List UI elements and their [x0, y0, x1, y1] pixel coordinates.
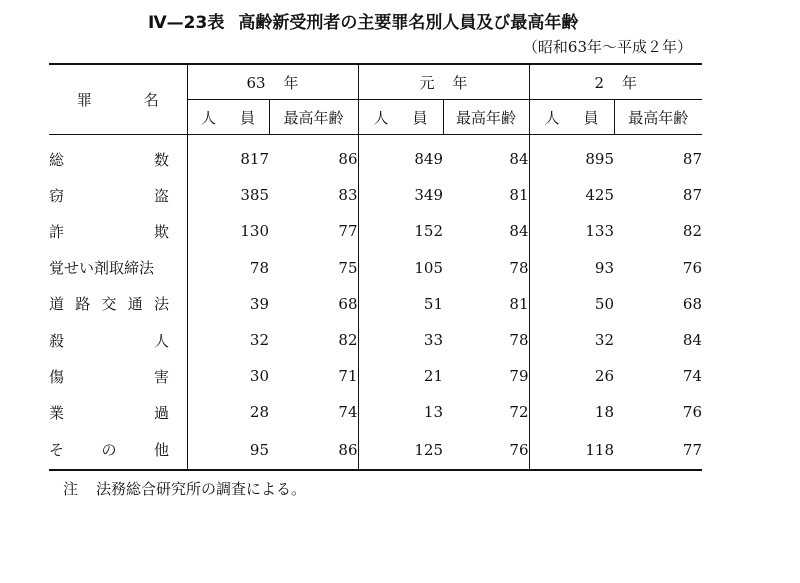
persons-value: 93 [529, 250, 614, 286]
crime-name-char: 道 [49, 295, 65, 314]
table-row [49, 177, 702, 213]
max-age-value: 84 [509, 222, 529, 241]
table-body [49, 135, 702, 470]
table-number: Ⅳ—23表 [148, 13, 225, 33]
persons-value: 95 [187, 431, 269, 470]
crime-name-char: 数 [153, 150, 169, 169]
year-header-2: 2 年 [529, 64, 702, 100]
persons-value: 817 [187, 135, 269, 178]
crime-name-char: そ [49, 441, 65, 459]
max-age-value: 81 [509, 294, 529, 313]
max-age-value: 74 [338, 403, 358, 422]
crime-name-char: 法 [153, 295, 169, 314]
note-label: 注 [63, 480, 79, 498]
max-age-value: 76 [682, 403, 702, 422]
max-age-value: 87 [682, 186, 702, 205]
max-age-value: 81 [509, 186, 529, 205]
max-age-value: 86 [269, 431, 358, 470]
crime-name-char: 窃 [49, 186, 65, 205]
persons-value: 152 [358, 213, 443, 249]
crime-name-cell [49, 358, 187, 394]
max-age-value: 82 [338, 331, 358, 350]
crime-name-char: 交 [101, 295, 117, 314]
table-title [148, 8, 578, 33]
crime-name-cell [49, 135, 187, 178]
table-row [49, 213, 702, 249]
max-age-header: 最高年齢 [269, 100, 358, 135]
crime-name-char: 欺 [153, 222, 169, 241]
persons-value: 26 [529, 358, 614, 394]
crime-name-char: 過 [153, 403, 169, 422]
period-subtitle: （昭和63年〜平成２年） [522, 38, 692, 56]
crime-name-char: の [101, 441, 117, 459]
crime-name-char: 殺 [49, 331, 65, 350]
crime-name-char: 路 [75, 295, 91, 314]
persons-header: 人 員 [358, 100, 443, 135]
persons-value: 385 [187, 177, 269, 213]
max-age-value: 77 [614, 431, 702, 470]
crime-name-cell [49, 286, 187, 322]
max-age-value: 84 [509, 150, 529, 169]
persons-value: 32 [529, 322, 614, 358]
persons-header: 人 員 [529, 100, 614, 135]
max-age-value: 78 [509, 331, 529, 350]
crime-name-char: 業 [49, 403, 65, 422]
crime-name-cell [49, 322, 187, 358]
persons-value: 118 [529, 431, 614, 470]
max-age-value: 68 [682, 294, 702, 313]
max-age-value: 68 [338, 294, 358, 313]
max-age-value: 76 [682, 258, 702, 277]
crime-name-cell [49, 213, 187, 249]
max-age-header: 最高年齢 [614, 100, 702, 135]
max-age-value: 78 [509, 258, 529, 277]
year-header-gannen: 元 年 [358, 64, 529, 100]
persons-value: 133 [529, 213, 614, 249]
table-row [49, 286, 702, 322]
table-row [49, 358, 702, 394]
table-title-text: 高齢新受刑者の主要罪名別人員及び最高年齢 [238, 13, 579, 33]
persons-value: 78 [187, 250, 269, 286]
persons-value: 349 [358, 177, 443, 213]
persons-value: 51 [358, 286, 443, 322]
persons-value: 28 [187, 394, 269, 430]
statistics-table [49, 63, 702, 471]
crime-name-char: 詐 [49, 222, 65, 241]
max-age-value: 87 [682, 150, 702, 169]
crime-name-cell [49, 431, 187, 470]
max-age-value: 77 [338, 222, 358, 241]
persons-value: 849 [358, 135, 443, 178]
max-age-header: 最高年齢 [443, 100, 529, 135]
persons-value: 32 [187, 322, 269, 358]
max-age-value: 76 [443, 431, 529, 470]
crime-name-cell [49, 250, 187, 286]
crime-name-char: 覚せい剤取締法 [49, 259, 155, 278]
table-row [49, 135, 702, 178]
crime-name-char: 通 [127, 295, 143, 314]
crime-name-char: 他 [153, 441, 169, 459]
max-age-value: 74 [682, 367, 702, 386]
max-age-value: 86 [338, 150, 358, 169]
persons-value: 13 [358, 394, 443, 430]
max-age-value: 75 [338, 258, 358, 277]
table-row [49, 431, 702, 470]
year-header-63: 63 年 [187, 64, 358, 100]
persons-header: 人 員 [187, 100, 269, 135]
persons-value: 50 [529, 286, 614, 322]
persons-value: 39 [187, 286, 269, 322]
crime-column-header: 罪 名 [49, 64, 187, 135]
table-row [49, 394, 702, 430]
persons-value: 30 [187, 358, 269, 394]
persons-value: 21 [358, 358, 443, 394]
table-row [49, 250, 702, 286]
table-row [49, 322, 702, 358]
persons-value: 105 [358, 250, 443, 286]
max-age-value: 79 [509, 367, 529, 386]
crime-name-cell [49, 177, 187, 213]
source-note [63, 478, 306, 499]
note-text: 法務総合研究所の調査による。 [96, 480, 307, 498]
crime-name-char: 傷 [49, 367, 65, 386]
max-age-value: 71 [338, 367, 358, 386]
persons-value: 18 [529, 394, 614, 430]
persons-value: 130 [187, 213, 269, 249]
crime-name-cell [49, 394, 187, 430]
max-age-value: 82 [682, 222, 702, 241]
max-age-value: 72 [509, 403, 529, 422]
persons-value: 125 [358, 431, 443, 470]
persons-value: 895 [529, 135, 614, 178]
max-age-value: 84 [682, 331, 702, 350]
max-age-value: 83 [338, 186, 358, 205]
crime-name-char: 総 [49, 150, 65, 169]
persons-value: 33 [358, 322, 443, 358]
crime-name-char: 害 [153, 367, 169, 386]
persons-value: 425 [529, 177, 614, 213]
crime-name-char: 人 [153, 331, 169, 350]
crime-name-char: 盗 [153, 186, 169, 205]
